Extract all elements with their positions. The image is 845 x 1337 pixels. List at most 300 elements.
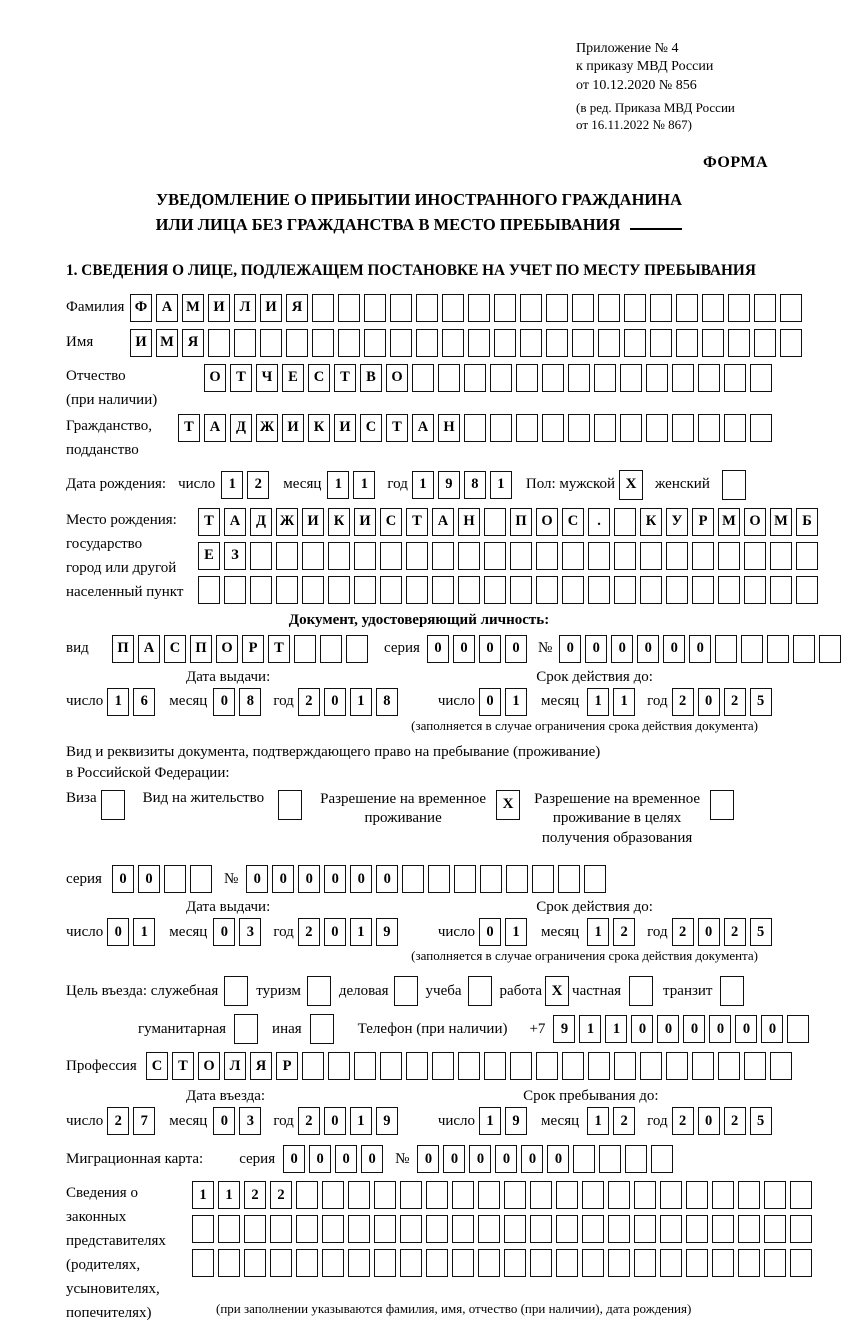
char-box[interactable] bbox=[556, 1181, 578, 1209]
char-box[interactable]: 1 bbox=[353, 471, 375, 499]
char-box[interactable]: 1 bbox=[412, 471, 434, 499]
char-box[interactable] bbox=[594, 414, 616, 442]
char-box[interactable] bbox=[338, 329, 360, 357]
char-box[interactable] bbox=[322, 1181, 344, 1209]
char-box[interactable] bbox=[374, 1215, 396, 1243]
char-box[interactable] bbox=[412, 364, 434, 392]
char-box[interactable] bbox=[494, 329, 516, 357]
char-box[interactable]: А bbox=[224, 508, 246, 536]
char-box[interactable]: 8 bbox=[239, 688, 261, 716]
char-box[interactable] bbox=[504, 1215, 526, 1243]
char-box[interactable] bbox=[504, 1249, 526, 1277]
char-box[interactable]: 0 bbox=[361, 1145, 383, 1173]
purpose-study-checkbox[interactable] bbox=[468, 976, 492, 1006]
char-box[interactable]: И bbox=[282, 414, 304, 442]
char-box[interactable]: Е bbox=[282, 364, 304, 392]
char-box[interactable]: 0 bbox=[335, 1145, 357, 1173]
char-box[interactable]: И bbox=[334, 414, 356, 442]
char-box[interactable] bbox=[572, 329, 594, 357]
char-box[interactable]: З bbox=[224, 542, 246, 570]
char-box[interactable] bbox=[620, 364, 642, 392]
char-box[interactable] bbox=[416, 294, 438, 322]
char-box[interactable] bbox=[568, 414, 590, 442]
char-box[interactable] bbox=[640, 576, 662, 604]
char-box[interactable]: 1 bbox=[587, 688, 609, 716]
char-box[interactable] bbox=[354, 542, 376, 570]
char-box[interactable] bbox=[432, 1052, 454, 1080]
char-box[interactable] bbox=[276, 576, 298, 604]
char-box[interactable] bbox=[354, 576, 376, 604]
char-box[interactable] bbox=[312, 329, 334, 357]
char-box[interactable] bbox=[614, 508, 636, 536]
char-box[interactable] bbox=[780, 329, 802, 357]
char-box[interactable] bbox=[464, 414, 486, 442]
char-box[interactable]: Б bbox=[796, 508, 818, 536]
char-box[interactable] bbox=[634, 1215, 656, 1243]
char-box[interactable]: 0 bbox=[453, 635, 475, 663]
char-box[interactable]: Я bbox=[182, 329, 204, 357]
char-box[interactable] bbox=[296, 1181, 318, 1209]
char-box[interactable] bbox=[442, 294, 464, 322]
char-box[interactable]: 0 bbox=[309, 1145, 331, 1173]
char-box[interactable] bbox=[364, 294, 386, 322]
char-box[interactable]: 3 bbox=[239, 1107, 261, 1135]
char-box[interactable] bbox=[406, 576, 428, 604]
char-box[interactable]: 8 bbox=[464, 471, 486, 499]
char-box[interactable]: А bbox=[432, 508, 454, 536]
sex-female-checkbox[interactable] bbox=[722, 470, 746, 500]
char-box[interactable] bbox=[608, 1215, 630, 1243]
char-box[interactable]: 1 bbox=[133, 918, 155, 946]
char-box[interactable] bbox=[250, 542, 272, 570]
char-box[interactable]: 0 bbox=[657, 1015, 679, 1043]
char-box[interactable] bbox=[510, 576, 532, 604]
char-box[interactable] bbox=[556, 1215, 578, 1243]
char-box[interactable]: Я bbox=[250, 1052, 272, 1080]
char-box[interactable] bbox=[738, 1249, 760, 1277]
char-box[interactable] bbox=[478, 1215, 500, 1243]
char-box[interactable] bbox=[406, 1052, 428, 1080]
char-box[interactable] bbox=[718, 576, 740, 604]
char-box[interactable]: 2 bbox=[724, 688, 746, 716]
char-box[interactable]: 0 bbox=[479, 688, 501, 716]
char-box[interactable]: 0 bbox=[213, 688, 235, 716]
char-box[interactable]: С bbox=[360, 414, 382, 442]
char-box[interactable]: К bbox=[308, 414, 330, 442]
char-box[interactable]: 1 bbox=[505, 688, 527, 716]
char-box[interactable] bbox=[346, 635, 368, 663]
char-box[interactable]: 1 bbox=[107, 688, 129, 716]
char-box[interactable]: С bbox=[308, 364, 330, 392]
char-box[interactable]: А bbox=[204, 414, 226, 442]
char-box[interactable] bbox=[520, 294, 542, 322]
char-box[interactable]: 0 bbox=[246, 865, 268, 893]
char-box[interactable] bbox=[582, 1249, 604, 1277]
char-box[interactable] bbox=[702, 294, 724, 322]
char-box[interactable]: 2 bbox=[724, 1107, 746, 1135]
char-box[interactable] bbox=[546, 329, 568, 357]
char-box[interactable]: О bbox=[536, 508, 558, 536]
char-box[interactable] bbox=[620, 414, 642, 442]
char-box[interactable] bbox=[328, 1052, 350, 1080]
char-box[interactable] bbox=[208, 329, 230, 357]
char-box[interactable]: 1 bbox=[505, 918, 527, 946]
char-box[interactable]: Т bbox=[178, 414, 200, 442]
char-box[interactable] bbox=[692, 576, 714, 604]
char-box[interactable] bbox=[666, 1052, 688, 1080]
char-box[interactable]: 0 bbox=[637, 635, 659, 663]
char-box[interactable]: О bbox=[386, 364, 408, 392]
char-box[interactable]: 1 bbox=[221, 471, 243, 499]
char-box[interactable] bbox=[712, 1249, 734, 1277]
char-box[interactable] bbox=[598, 329, 620, 357]
char-box[interactable]: 1 bbox=[587, 918, 609, 946]
char-box[interactable] bbox=[400, 1215, 422, 1243]
char-box[interactable] bbox=[536, 542, 558, 570]
char-box[interactable] bbox=[744, 542, 766, 570]
char-box[interactable] bbox=[400, 1249, 422, 1277]
char-box[interactable] bbox=[624, 294, 646, 322]
char-box[interactable]: 1 bbox=[327, 471, 349, 499]
char-box[interactable] bbox=[634, 1181, 656, 1209]
char-box[interactable] bbox=[770, 1052, 792, 1080]
char-box[interactable] bbox=[698, 414, 720, 442]
char-box[interactable] bbox=[573, 1145, 595, 1173]
char-box[interactable]: И bbox=[130, 329, 152, 357]
char-box[interactable] bbox=[793, 635, 815, 663]
char-box[interactable]: 2 bbox=[244, 1181, 266, 1209]
char-box[interactable] bbox=[530, 1215, 552, 1243]
char-box[interactable] bbox=[599, 1145, 621, 1173]
char-box[interactable] bbox=[322, 1215, 344, 1243]
char-box[interactable] bbox=[426, 1215, 448, 1243]
char-box[interactable] bbox=[164, 865, 186, 893]
char-box[interactable]: И bbox=[260, 294, 282, 322]
char-box[interactable] bbox=[770, 576, 792, 604]
char-box[interactable] bbox=[328, 542, 350, 570]
char-box[interactable]: С bbox=[380, 508, 402, 536]
char-box[interactable] bbox=[390, 329, 412, 357]
char-box[interactable] bbox=[588, 542, 610, 570]
char-box[interactable] bbox=[741, 635, 763, 663]
char-box[interactable]: Н bbox=[438, 414, 460, 442]
char-box[interactable] bbox=[490, 414, 512, 442]
char-box[interactable]: 2 bbox=[247, 471, 269, 499]
char-box[interactable] bbox=[520, 329, 542, 357]
char-box[interactable] bbox=[588, 576, 610, 604]
sex-male-checkbox[interactable]: X bbox=[619, 470, 643, 500]
char-box[interactable] bbox=[302, 1052, 324, 1080]
char-box[interactable]: Ж bbox=[256, 414, 278, 442]
char-box[interactable]: О bbox=[198, 1052, 220, 1080]
char-box[interactable]: 0 bbox=[495, 1145, 517, 1173]
char-box[interactable]: С bbox=[562, 508, 584, 536]
char-box[interactable] bbox=[296, 1249, 318, 1277]
char-box[interactable]: 0 bbox=[417, 1145, 439, 1173]
char-box[interactable]: 0 bbox=[683, 1015, 705, 1043]
char-box[interactable] bbox=[692, 542, 714, 570]
char-box[interactable] bbox=[348, 1249, 370, 1277]
char-box[interactable] bbox=[666, 576, 688, 604]
char-box[interactable] bbox=[426, 1249, 448, 1277]
char-box[interactable]: С bbox=[164, 635, 186, 663]
char-box[interactable] bbox=[672, 364, 694, 392]
char-box[interactable]: 1 bbox=[605, 1015, 627, 1043]
char-box[interactable] bbox=[718, 1052, 740, 1080]
char-box[interactable] bbox=[354, 1052, 376, 1080]
char-box[interactable]: Д bbox=[250, 508, 272, 536]
char-box[interactable] bbox=[712, 1215, 734, 1243]
char-box[interactable] bbox=[400, 1181, 422, 1209]
char-box[interactable] bbox=[192, 1249, 214, 1277]
purpose-work-checkbox[interactable]: X bbox=[545, 976, 569, 1006]
char-box[interactable] bbox=[542, 364, 564, 392]
char-box[interactable] bbox=[510, 1052, 532, 1080]
char-box[interactable] bbox=[510, 542, 532, 570]
char-box[interactable] bbox=[218, 1249, 240, 1277]
char-box[interactable] bbox=[224, 576, 246, 604]
char-box[interactable] bbox=[468, 294, 490, 322]
char-box[interactable]: К bbox=[640, 508, 662, 536]
char-box[interactable] bbox=[302, 576, 324, 604]
char-box[interactable]: 2 bbox=[672, 688, 694, 716]
char-box[interactable]: В bbox=[360, 364, 382, 392]
char-box[interactable] bbox=[819, 635, 841, 663]
char-box[interactable]: 0 bbox=[698, 1107, 720, 1135]
char-box[interactable] bbox=[322, 1249, 344, 1277]
char-box[interactable]: 0 bbox=[443, 1145, 465, 1173]
char-box[interactable] bbox=[218, 1215, 240, 1243]
char-box[interactable]: Н bbox=[458, 508, 480, 536]
char-box[interactable] bbox=[454, 865, 476, 893]
char-box[interactable]: 0 bbox=[761, 1015, 783, 1043]
char-box[interactable]: 0 bbox=[735, 1015, 757, 1043]
char-box[interactable] bbox=[764, 1215, 786, 1243]
char-box[interactable] bbox=[715, 635, 737, 663]
char-box[interactable]: 6 bbox=[133, 688, 155, 716]
char-box[interactable]: О bbox=[744, 508, 766, 536]
char-box[interactable] bbox=[516, 414, 538, 442]
char-box[interactable]: . bbox=[588, 508, 610, 536]
char-box[interactable]: Т bbox=[386, 414, 408, 442]
char-box[interactable] bbox=[672, 414, 694, 442]
char-box[interactable] bbox=[634, 1249, 656, 1277]
char-box[interactable]: 0 bbox=[213, 1107, 235, 1135]
char-box[interactable] bbox=[744, 576, 766, 604]
char-box[interactable]: 0 bbox=[213, 918, 235, 946]
char-box[interactable] bbox=[438, 364, 460, 392]
char-box[interactable]: К bbox=[328, 508, 350, 536]
char-box[interactable] bbox=[192, 1215, 214, 1243]
char-box[interactable]: 0 bbox=[138, 865, 160, 893]
char-box[interactable]: М bbox=[156, 329, 178, 357]
char-box[interactable]: 0 bbox=[376, 865, 398, 893]
char-box[interactable]: Т bbox=[230, 364, 252, 392]
char-box[interactable] bbox=[796, 576, 818, 604]
char-box[interactable]: 2 bbox=[107, 1107, 129, 1135]
char-box[interactable] bbox=[504, 1181, 526, 1209]
char-box[interactable] bbox=[562, 576, 584, 604]
char-box[interactable]: 0 bbox=[324, 865, 346, 893]
char-box[interactable] bbox=[660, 1181, 682, 1209]
char-box[interactable] bbox=[582, 1181, 604, 1209]
char-box[interactable]: 1 bbox=[587, 1107, 609, 1135]
char-box[interactable]: 0 bbox=[631, 1015, 653, 1043]
purpose-private-checkbox[interactable] bbox=[629, 976, 653, 1006]
char-box[interactable] bbox=[296, 1215, 318, 1243]
char-box[interactable] bbox=[666, 542, 688, 570]
char-box[interactable]: 1 bbox=[350, 688, 372, 716]
char-box[interactable]: Т bbox=[268, 635, 290, 663]
char-box[interactable] bbox=[270, 1215, 292, 1243]
char-box[interactable]: 5 bbox=[750, 688, 772, 716]
char-box[interactable] bbox=[724, 364, 746, 392]
char-box[interactable]: 0 bbox=[350, 865, 372, 893]
char-box[interactable]: 2 bbox=[672, 918, 694, 946]
char-box[interactable]: 7 bbox=[133, 1107, 155, 1135]
char-box[interactable]: Т bbox=[406, 508, 428, 536]
char-box[interactable] bbox=[428, 865, 450, 893]
char-box[interactable] bbox=[276, 542, 298, 570]
purpose-transit-checkbox[interactable] bbox=[720, 976, 744, 1006]
char-box[interactable] bbox=[650, 294, 672, 322]
char-box[interactable]: 1 bbox=[579, 1015, 601, 1043]
char-box[interactable]: У bbox=[666, 508, 688, 536]
char-box[interactable] bbox=[787, 1015, 809, 1043]
char-box[interactable]: 1 bbox=[479, 1107, 501, 1135]
char-box[interactable]: 2 bbox=[270, 1181, 292, 1209]
char-box[interactable]: 0 bbox=[689, 635, 711, 663]
char-box[interactable]: 2 bbox=[613, 1107, 635, 1135]
char-box[interactable] bbox=[767, 635, 789, 663]
char-box[interactable] bbox=[478, 1249, 500, 1277]
char-box[interactable]: 5 bbox=[750, 918, 772, 946]
char-box[interactable] bbox=[542, 414, 564, 442]
char-box[interactable] bbox=[452, 1215, 474, 1243]
char-box[interactable]: О bbox=[204, 364, 226, 392]
char-box[interactable]: 0 bbox=[324, 918, 346, 946]
char-box[interactable] bbox=[608, 1249, 630, 1277]
char-box[interactable] bbox=[490, 364, 512, 392]
char-box[interactable] bbox=[770, 542, 792, 570]
char-box[interactable] bbox=[558, 865, 580, 893]
char-box[interactable] bbox=[594, 364, 616, 392]
char-box[interactable] bbox=[712, 1181, 734, 1209]
char-box[interactable] bbox=[494, 294, 516, 322]
char-box[interactable]: Д bbox=[230, 414, 252, 442]
char-box[interactable] bbox=[468, 329, 490, 357]
char-box[interactable] bbox=[692, 1052, 714, 1080]
char-box[interactable]: П bbox=[112, 635, 134, 663]
char-box[interactable]: 2 bbox=[298, 1107, 320, 1135]
char-box[interactable] bbox=[380, 1052, 402, 1080]
char-box[interactable] bbox=[764, 1249, 786, 1277]
char-box[interactable]: 0 bbox=[298, 865, 320, 893]
char-box[interactable] bbox=[244, 1215, 266, 1243]
char-box[interactable] bbox=[660, 1249, 682, 1277]
char-box[interactable] bbox=[546, 294, 568, 322]
char-box[interactable] bbox=[614, 542, 636, 570]
char-box[interactable] bbox=[374, 1249, 396, 1277]
char-box[interactable] bbox=[532, 865, 554, 893]
char-box[interactable] bbox=[250, 576, 272, 604]
char-box[interactable] bbox=[728, 329, 750, 357]
char-box[interactable]: 3 bbox=[239, 918, 261, 946]
char-box[interactable]: И bbox=[208, 294, 230, 322]
char-box[interactable] bbox=[686, 1181, 708, 1209]
char-box[interactable] bbox=[646, 414, 668, 442]
char-box[interactable] bbox=[484, 576, 506, 604]
char-box[interactable] bbox=[442, 329, 464, 357]
char-box[interactable] bbox=[338, 294, 360, 322]
char-box[interactable]: М bbox=[770, 508, 792, 536]
char-box[interactable] bbox=[190, 865, 212, 893]
char-box[interactable] bbox=[516, 364, 538, 392]
char-box[interactable] bbox=[432, 542, 454, 570]
char-box[interactable]: 0 bbox=[698, 688, 720, 716]
char-box[interactable]: 2 bbox=[298, 688, 320, 716]
char-box[interactable] bbox=[738, 1181, 760, 1209]
char-box[interactable] bbox=[702, 329, 724, 357]
char-box[interactable]: Я bbox=[286, 294, 308, 322]
char-box[interactable] bbox=[530, 1181, 552, 1209]
char-box[interactable] bbox=[402, 865, 424, 893]
char-box[interactable] bbox=[348, 1181, 370, 1209]
char-box[interactable]: 0 bbox=[427, 635, 449, 663]
char-box[interactable] bbox=[646, 364, 668, 392]
char-box[interactable]: 0 bbox=[521, 1145, 543, 1173]
temp-residence-edu-checkbox[interactable] bbox=[710, 790, 734, 820]
char-box[interactable] bbox=[676, 329, 698, 357]
char-box[interactable] bbox=[676, 294, 698, 322]
char-box[interactable] bbox=[588, 1052, 610, 1080]
char-box[interactable]: И bbox=[354, 508, 376, 536]
char-box[interactable]: 0 bbox=[272, 865, 294, 893]
char-box[interactable]: А bbox=[412, 414, 434, 442]
char-box[interactable] bbox=[452, 1181, 474, 1209]
char-box[interactable]: 0 bbox=[479, 918, 501, 946]
char-box[interactable]: 9 bbox=[376, 1107, 398, 1135]
char-box[interactable]: Л bbox=[224, 1052, 246, 1080]
char-box[interactable] bbox=[458, 576, 480, 604]
char-box[interactable]: П bbox=[190, 635, 212, 663]
char-box[interactable] bbox=[796, 542, 818, 570]
char-box[interactable]: 0 bbox=[324, 688, 346, 716]
char-box[interactable]: 0 bbox=[585, 635, 607, 663]
char-box[interactable] bbox=[426, 1181, 448, 1209]
char-box[interactable] bbox=[260, 329, 282, 357]
char-box[interactable] bbox=[270, 1249, 292, 1277]
char-box[interactable] bbox=[625, 1145, 647, 1173]
char-box[interactable]: 1 bbox=[218, 1181, 240, 1209]
char-box[interactable]: 0 bbox=[469, 1145, 491, 1173]
char-box[interactable] bbox=[562, 1052, 584, 1080]
purpose-official-checkbox[interactable] bbox=[224, 976, 248, 1006]
char-box[interactable]: Ж bbox=[276, 508, 298, 536]
char-box[interactable] bbox=[750, 364, 772, 392]
char-box[interactable]: 1 bbox=[613, 688, 635, 716]
temp-residence-checkbox[interactable]: X bbox=[496, 790, 520, 820]
char-box[interactable]: 1 bbox=[350, 918, 372, 946]
char-box[interactable]: 9 bbox=[376, 918, 398, 946]
char-box[interactable]: 0 bbox=[709, 1015, 731, 1043]
char-box[interactable] bbox=[294, 635, 316, 663]
char-box[interactable]: Р bbox=[276, 1052, 298, 1080]
char-box[interactable]: Ф bbox=[130, 294, 152, 322]
char-box[interactable]: Е bbox=[198, 542, 220, 570]
char-box[interactable] bbox=[536, 1052, 558, 1080]
char-box[interactable] bbox=[406, 542, 428, 570]
